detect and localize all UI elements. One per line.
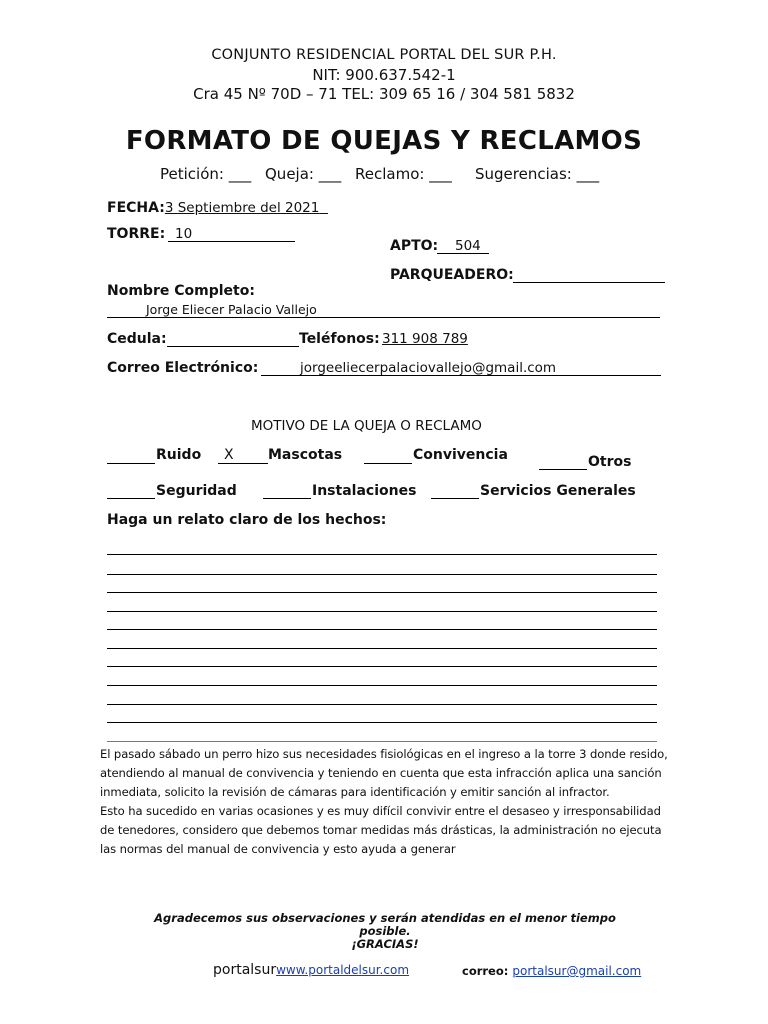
- relato-line: [107, 629, 657, 630]
- footer-thanks: [150, 912, 620, 951]
- nombre-line: [107, 317, 660, 318]
- parqueadero-line: [513, 282, 665, 283]
- relato-line: [107, 574, 657, 575]
- narrative-line: El pasado sábado un perro hizo sus necesidades fisiológicas en el ingreso a la torre 3 donde resido,: [100, 747, 668, 761]
- organization-nit: NIT: 900.637.542-1: [312, 66, 456, 84]
- organization-address: Cra 45 Nº 70D – 71 TEL: 309 65 16 / 304 581 5832: [193, 85, 575, 103]
- instalaciones-label: Instalaciones: [312, 483, 417, 499]
- narrative-line: de tenedores, considero que debemos tomar medidas más drásticas, la administración no ejecuta: [100, 823, 662, 837]
- type-peticion: Petición: ___: [160, 165, 252, 183]
- motivo-title: MOTIVO DE LA QUEJA O RECLAMO: [251, 418, 482, 434]
- correo-label: Correo Electrónico:: [107, 360, 259, 376]
- otros-label: Otros: [588, 454, 632, 470]
- otros-line: [539, 469, 587, 470]
- type-queja: Queja: ___: [265, 165, 342, 183]
- portal-label: portalsur: [213, 962, 277, 978]
- relato-line: [107, 554, 657, 555]
- type-sugerencias: Sugerencias: ___: [475, 165, 600, 183]
- fecha-value: 3 Septiembre del 2021: [164, 200, 320, 216]
- footer-correo: [462, 964, 641, 978]
- relato-line: [107, 611, 657, 612]
- ruido-line: [107, 463, 155, 464]
- seguridad-label: Seguridad: [156, 483, 237, 499]
- apto-value: 504: [455, 238, 481, 254]
- fecha-label: FECHA: [107, 200, 160, 216]
- apto-line: [437, 253, 489, 254]
- correo-link[interactable]: portalsur@gmail.com: [512, 964, 642, 978]
- narrative-line: inmediata, solicito la revisión de cámaras para identificación y emitir sanción al infractor.: [100, 785, 610, 799]
- nombre-value: Jorge Eliecer Palacio Vallejo: [146, 302, 317, 317]
- telefonos-value: 311 908 789: [382, 331, 468, 347]
- relato-line: [107, 592, 657, 593]
- correo-line: [261, 375, 661, 376]
- relato-line: [107, 741, 657, 742]
- relato-label: Haga un relato claro de los hechos:: [107, 512, 387, 528]
- telefonos-label: Teléfonos:: [299, 331, 380, 347]
- relato-line: [107, 704, 657, 705]
- convivencia-line: [364, 463, 412, 464]
- apto-label: APTO:: [390, 238, 439, 254]
- mascotas-line: [218, 463, 268, 464]
- narrative-line: Esto ha sucedido en varias ocasiones y es muy difícil convivir entre el desaseo y irresponsabilidad: [100, 804, 661, 818]
- relato-line: [107, 648, 657, 649]
- organization-name: CONJUNTO RESIDENCIAL PORTAL DEL SUR P.H.: [211, 47, 557, 63]
- torre-label: TORRE:: [107, 226, 166, 242]
- convivencia-label: Convivencia: [413, 447, 508, 463]
- correo-footer-label: correo:: [462, 964, 513, 978]
- parqueadero-label: PARQUEADERO:: [390, 267, 514, 283]
- narrative-line: atendiendo al manual de convivencia y teniendo en cuenta que esta infracción aplica una sanción: [100, 766, 662, 780]
- mascotas-label: Mascotas: [268, 447, 343, 463]
- relato-line: [107, 666, 657, 667]
- servicios-label: Servicios Generales: [480, 483, 636, 499]
- type-reclamo: Reclamo: ___: [355, 165, 452, 183]
- relato-line: [107, 685, 657, 686]
- footer-portal: [213, 962, 409, 978]
- fecha-field: FECHA:3 Septiembre del 2021: [107, 200, 320, 216]
- nombre-label: Nombre Completo:: [107, 283, 255, 299]
- seguridad-line: [107, 498, 155, 499]
- ruido-label: Ruido: [156, 447, 202, 463]
- thanks-line-3: ¡GRACIAS!: [351, 937, 419, 951]
- torre-value: 10: [175, 226, 193, 242]
- torre-line: [168, 241, 295, 242]
- thanks-line-1: Agradecemos sus observaciones y serán atendidas en el menor tiempo: [154, 911, 616, 925]
- narrative-line: las normas del manual de convivencia y esto ayuda a generar: [100, 842, 456, 856]
- form-title: FORMATO DE QUEJAS Y RECLAMOS: [125, 126, 643, 156]
- servicios-line: [431, 498, 479, 499]
- relato-line: [107, 722, 657, 723]
- narrative-text: [100, 745, 710, 859]
- cedula-line: [167, 346, 299, 347]
- mascotas-mark: X: [224, 447, 234, 463]
- cedula-label: Cedula:: [107, 331, 167, 347]
- portal-link[interactable]: www.portaldelsur.com: [276, 963, 410, 977]
- correo-value: jorgeeliecerpalaciovallejo@gmail.com: [300, 360, 557, 376]
- instalaciones-line: [263, 498, 311, 499]
- thanks-line-2: posible.: [359, 924, 411, 938]
